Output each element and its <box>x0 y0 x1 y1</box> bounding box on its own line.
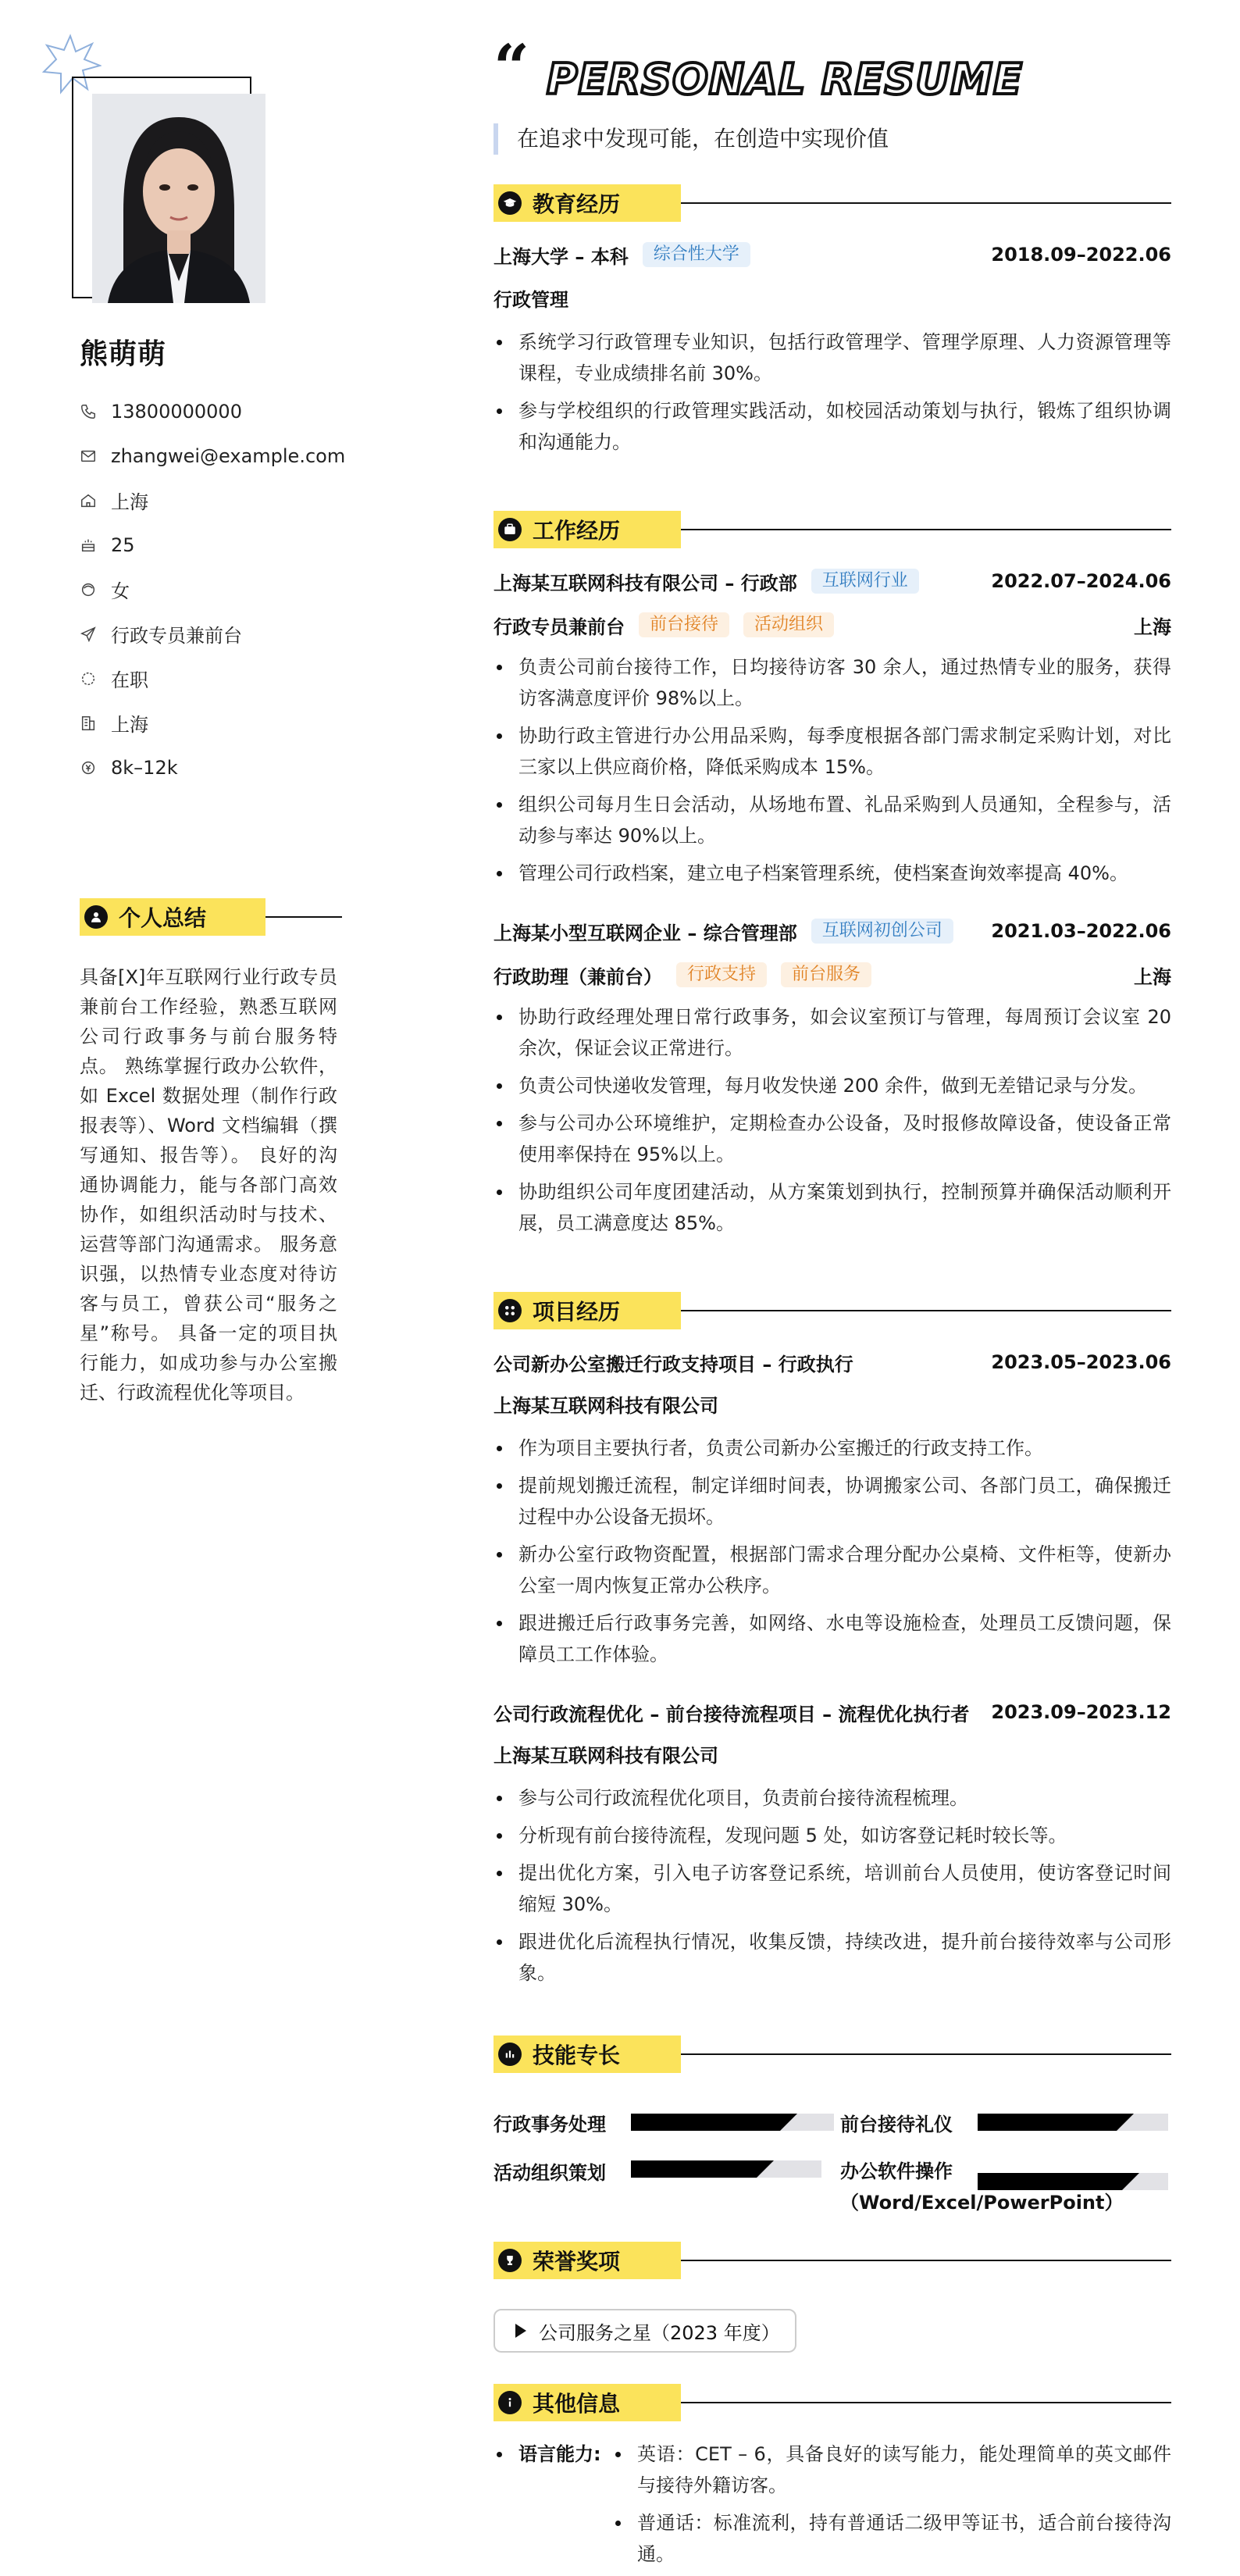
education-bullets <box>494 326 1171 458</box>
list-item: 负责公司前台接待工作，日均接待访客 30 余人，通过热情专业的服务，获得访客满意度评价 98%以上。 <box>494 651 1171 714</box>
project-name: 公司新办公室搬迁行政支持项目 – 行政执行 <box>494 1353 853 1375</box>
skill-bar <box>978 2173 1168 2190</box>
list-item: 协助行政主管进行办公用品采购，每季度根据各部门需求制定采购计划，对比三家以上供应商价格，降低采购成本 15%。 <box>494 720 1171 783</box>
job-city: 上海 <box>1134 965 1171 988</box>
skill-bar <box>631 2114 834 2131</box>
contact-info-list <box>80 389 345 790</box>
major: 行政管理 <box>494 289 568 311</box>
profile-name: 熊萌萌 <box>80 338 167 370</box>
bullet-dot <box>497 2452 502 2457</box>
project-date: 2023.05–2023.06 <box>991 1351 1171 1373</box>
company-name: 上海某小型互联网企业 – 综合管理部 <box>494 922 797 944</box>
summary-heading <box>80 898 342 936</box>
info-email <box>80 433 345 478</box>
status-icon <box>80 670 97 687</box>
hero-title: PERSONAL RESUME <box>547 55 1023 104</box>
section-heading <box>494 2242 1171 2279</box>
role-tag: 行政支持 <box>676 962 767 987</box>
section-title: 工作经历 <box>533 518 621 544</box>
graduation-cap-icon <box>498 191 522 215</box>
heading-bar <box>494 1292 681 1329</box>
language-list <box>612 2439 1171 2570</box>
project-org: 上海某互联网科技有限公司 <box>494 1745 718 1767</box>
heading-divider <box>681 2053 1171 2055</box>
company-name: 上海某互联网科技有限公司 – 行政部 <box>494 572 797 594</box>
send-icon <box>80 626 97 643</box>
play-triangle-icon <box>515 2324 526 2338</box>
info-text: 女 <box>111 580 130 602</box>
skill-icon <box>498 2043 522 2066</box>
education-row <box>494 239 1171 270</box>
list-item: 参与公司行政流程优化项目，负责前台接待流程梳理。 <box>494 1782 1171 1814</box>
section-heading <box>494 511 1171 548</box>
info-text: 行政专员兼前台 <box>111 625 242 647</box>
project-bullets <box>494 1432 1171 1670</box>
info-target-position <box>80 612 345 656</box>
list-item: 英语：CET – 6，具备良好的读写能力，能处理简单的英文邮件与接待外籍访客。 <box>612 2439 1171 2501</box>
section-title: 其他信息 <box>533 2391 621 2417</box>
skill-bar <box>978 2114 1168 2131</box>
left-column <box>0 0 367 2576</box>
list-item: 协助行政经理处理日常行政事务，如会议室预订与管理，每周预订会议室 20 余次，保证会议正常进行。 <box>494 1001 1171 1064</box>
role-tag: 前台接待 <box>639 612 729 637</box>
role-tag: 活动组织 <box>743 612 834 637</box>
info-status <box>80 656 345 701</box>
projects-section <box>494 1292 1171 1989</box>
list-item: 提出优化方案，引入电子访客登记系统，培训前台人员使用，使访客登记时间缩短 30%。 <box>494 1857 1171 1920</box>
building-icon <box>80 715 97 732</box>
briefcase-icon <box>498 518 522 541</box>
heading-divider <box>265 916 342 918</box>
heading-divider <box>681 202 1171 204</box>
job-city: 上海 <box>1134 615 1171 638</box>
info-salary <box>80 745 345 790</box>
section-heading <box>494 2384 1171 2421</box>
section-title: 荣誉奖项 <box>533 2249 621 2275</box>
skill-bar <box>631 2160 821 2178</box>
job-bullets <box>494 651 1171 889</box>
section-heading <box>494 1292 1171 1329</box>
project-row <box>494 1347 1171 1378</box>
list-item: 作为项目主要执行者，负责公司新办公室搬迁的行政支持工作。 <box>494 1432 1171 1464</box>
list-item: 管理公司行政档案，建立电子档案管理系统，使档案查询效率提高 40%。 <box>494 858 1171 889</box>
info-icon <box>498 2391 522 2414</box>
info-text: 8k–12k <box>111 756 178 779</box>
summary-heading-bar <box>80 898 265 936</box>
project-bullets <box>494 1782 1171 1989</box>
tagline: 在追求中发现可能，在创造中实现价值 <box>494 123 889 155</box>
list-item: 普通话：标准流利，持有普通话二级甲等证书，适合前台接待沟通。 <box>612 2507 1171 2570</box>
skill-name: 行政事务处理 <box>494 2114 606 2135</box>
language-label-item <box>494 2439 612 2570</box>
info-text: zhangwei@example.com <box>111 444 346 467</box>
phone-icon <box>80 403 97 420</box>
job-row <box>494 566 1171 597</box>
heading-divider <box>681 1310 1171 1311</box>
skill-bar-fill <box>631 2114 780 2131</box>
project-name: 公司行政流程优化 – 前台接待流程项目 – 流程优化执行者 <box>494 1703 970 1725</box>
info-text: 上海 <box>111 491 148 513</box>
heading-bar <box>494 511 681 548</box>
quote-mark: “ <box>494 30 530 104</box>
role-name: 行政助理（兼前台） <box>494 965 662 988</box>
skill-name: 前台接待礼仪 <box>840 2114 953 2135</box>
info-text: 上海 <box>111 714 148 736</box>
school-tag: 综合性大学 <box>643 242 750 267</box>
skill-name: 活动组织策划 <box>494 2162 606 2184</box>
heading-bar <box>494 184 681 222</box>
heading-divider <box>681 2260 1171 2261</box>
section-title: 技能专长 <box>533 2043 621 2068</box>
heading-divider <box>681 2402 1171 2403</box>
info-text: 25 <box>111 533 135 556</box>
skills-section <box>494 2035 1171 2073</box>
list-item: 分析现有前台接待流程，发现问题 5 处，如访客登记耗时较长等。 <box>494 1820 1171 1851</box>
job-bullets <box>494 1001 1171 1239</box>
language-block <box>494 2439 1171 2570</box>
heading-bar <box>494 2035 681 2073</box>
school-name: 上海大学 – 本科 <box>494 245 629 268</box>
list-item: 跟进优化后流程执行情况，收集反馈，持续改进，提升前台接待效率与公司形象。 <box>494 1926 1171 1989</box>
awards-section <box>494 2242 1171 2279</box>
skill-bar-fill <box>978 2173 1122 2190</box>
info-target-city <box>80 701 345 745</box>
list-item: 负责公司快递收发管理，每月收发快递 200 余件，做到无差错记录与分发。 <box>494 1070 1171 1101</box>
section-heading <box>494 184 1171 222</box>
info-hometown <box>80 478 345 523</box>
language-label: 语言能力: <box>518 2443 601 2465</box>
list-item: 提前规划搬迁流程，制定详细时间表，协调搬家公司、各部门员工，确保搬迁过程中办公设备无损坏。 <box>494 1470 1171 1532</box>
job-date: 2021.03–2022.06 <box>991 920 1171 942</box>
cake-icon <box>80 537 97 554</box>
salary-icon <box>80 759 97 776</box>
info-age <box>80 523 345 567</box>
other-section <box>494 2384 1171 2570</box>
project-org: 上海某互联网科技有限公司 <box>494 1395 718 1417</box>
section-title: 项目经历 <box>533 1299 621 1325</box>
person-icon <box>84 905 108 929</box>
list-item: 组织公司每月生日会活动，从场地布置、礼品采购到人员通知，全程参与，活动参与率达 90%以上。 <box>494 789 1171 851</box>
summary-text: 具备[X]年互联网行业行政专员兼前台工作经验，熟悉互联网公司行政事务与前台服务特点。 熟练掌握行政办公软件，如 Excel 数据处理（制作行政报表等）、Word 文档编辑（撰写通知、报告等）。 良好的沟通协调能力，能与各部门高效协作，如组织活动时与技术、运营等部门沟通需求。 服务意识强，以热情专业态度对待访客与员工，曾获公司“服务之星”称号。 具备一定的项目执行能力，如成功参与办公室搬迁、行政流程优化等项目。 <box>80 966 337 1404</box>
list-item: 参与公司办公环境维护，定期检查办公设备，及时报修故障设备，使设备正常使用率保持在 95%以上。 <box>494 1108 1171 1170</box>
summary-title: 个人总结 <box>119 905 207 931</box>
section-heading <box>494 2035 1171 2073</box>
section-title: 教育经历 <box>533 191 621 217</box>
trophy-icon <box>498 2249 522 2272</box>
role-tag: 前台服务 <box>781 962 871 987</box>
job-date: 2022.07–2024.06 <box>991 570 1171 592</box>
job-row <box>494 915 1171 947</box>
award-item[interactable] <box>494 2309 796 2353</box>
info-phone <box>80 389 345 433</box>
award-text: 公司服务之星（2023 年度） <box>539 2321 780 2344</box>
info-text: 在职 <box>111 669 148 691</box>
skill-name: 办公软件操作 （Word/Excel/PowerPoint） <box>840 2160 1124 2214</box>
company-tag: 互联网初创公司 <box>811 919 953 944</box>
heading-divider <box>681 529 1171 530</box>
education-section <box>494 184 1171 458</box>
list-item: 新办公室行政物资配置，根据部门需求合理分配办公桌椅、文件柜等，使新办公室一周内恢复正常办公秩序。 <box>494 1539 1171 1601</box>
gender-icon <box>80 581 97 598</box>
info-gender <box>80 567 345 612</box>
home-icon <box>80 492 97 509</box>
mail-icon <box>80 448 97 465</box>
project-row <box>494 1697 1171 1728</box>
education-date: 2018.09–2022.06 <box>991 244 1171 266</box>
project-date: 2023.09–2023.12 <box>991 1701 1171 1723</box>
list-item: 参与学校组织的行政管理实践活动，如校园活动策划与执行，锻炼了组织协调和沟通能力。 <box>494 395 1171 458</box>
heading-bar <box>494 2384 681 2421</box>
role-row <box>494 959 1171 990</box>
skill-bar-fill <box>978 2114 1117 2131</box>
company-tag: 互联网行业 <box>811 569 919 594</box>
heading-bar <box>494 2242 681 2279</box>
list-item: 协助组织公司年度团建活动，从方案策划到执行，控制预算并确保活动顺利开展，员工满意度达 85%。 <box>494 1176 1171 1239</box>
role-row <box>494 609 1171 640</box>
avatar <box>92 94 265 303</box>
grid-icon <box>498 1299 522 1322</box>
role-name: 行政专员兼前台 <box>494 615 625 638</box>
skill-bar-fill <box>631 2160 757 2178</box>
info-text: 13800000000 <box>111 400 242 423</box>
list-item: 跟进搬迁后行政事务完善，如网络、水电等设施检查，处理员工反馈问题，保障员工工作体验。 <box>494 1607 1171 1670</box>
list-item: 系统学习行政管理专业知识，包括行政管理学、管理学原理、人力资源管理等课程，专业成绩排名前 30%。 <box>494 326 1171 389</box>
work-section <box>494 511 1171 1239</box>
